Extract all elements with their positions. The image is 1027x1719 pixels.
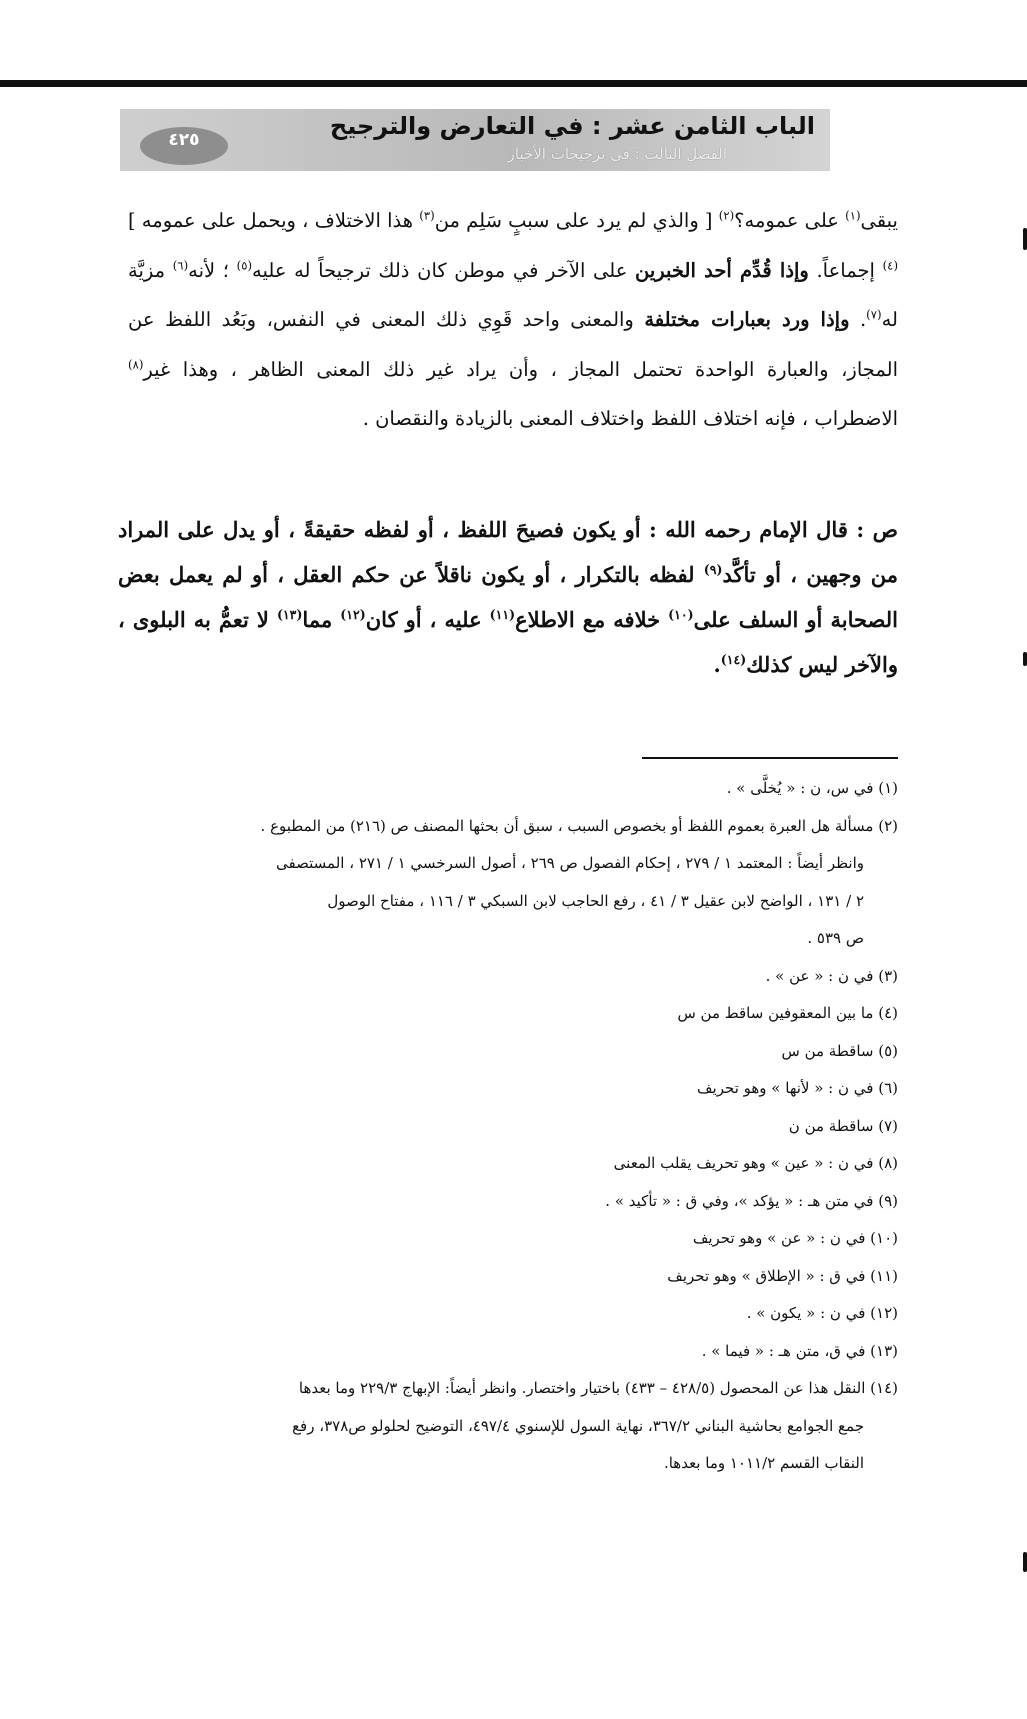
footnote-ref: (٨) xyxy=(128,357,144,371)
footnote-line: وانظر أيضاً : المعتمد ١ / ٢٧٩ ، إحكام الفصول ص ٢٦٩ ، أصول السرخسي ١ / ٢٧١ ، المستصفى xyxy=(276,854,864,872)
footnote-ref: (١٠) xyxy=(668,607,694,622)
bold-phrase: وإذا ورد بعبارات مختلفة xyxy=(644,308,850,331)
footnote-line: (٤) ما بين المعقوفين ساقط من س xyxy=(677,1004,898,1022)
footnote-ref: (١٢) xyxy=(340,607,366,622)
footnote-line: جمع الجوامع بحاشية البناني ٣٦٧/٢، نهاية السول للإسنوي ٤٩٧/٤، التوضيح لحلولو ص٣٧٨، رفع xyxy=(292,1416,864,1435)
text-run: . xyxy=(713,652,721,677)
text-run: عليه ، أو كان xyxy=(365,607,490,632)
footnote-line: (٧) ساقطة من ن xyxy=(788,1116,898,1135)
footnote-1 xyxy=(122,770,898,808)
footnote-ref: (١٤) xyxy=(720,652,747,667)
footnote-ref: (١) xyxy=(845,208,861,223)
footnote-9 xyxy=(122,1183,898,1221)
section-subtitle: الفصل الثالث : في ترجيحات الأخبار xyxy=(507,145,727,163)
footnotes xyxy=(122,770,898,1483)
text-run: الاضطراب ، فإنه اختلاف اللفظ واختلاف المعنى بالزيادة والنقصان . xyxy=(362,407,898,430)
footnote-ref: (٩) xyxy=(703,562,723,577)
footnote-5 xyxy=(122,1033,898,1071)
footnote-ref: (٢) xyxy=(718,208,735,223)
footnote-line: (١٤) النقل هذا عن المحصول (٤٢٨/٥ – ٤٣٣) باختيار واختصار. وانظر أيضاً: الإبهاج ٢٢٩/٣ وما بعدها xyxy=(298,1379,898,1397)
text-run: يبقى xyxy=(860,209,898,232)
footnote-ref: (٧) xyxy=(866,307,882,322)
footnote-line: (١١) في ق : « الإطلاق » وهو تحريف xyxy=(667,1266,898,1285)
footnote-7 xyxy=(122,1108,898,1146)
bold-phrase: وإذا قُدِّم أحد الخبرين xyxy=(635,258,809,282)
footnote-11 xyxy=(122,1258,898,1296)
scan-margin-mark xyxy=(1023,1552,1027,1572)
footnote-ref: (٥) xyxy=(236,258,253,272)
footnote-line: (٨) في ن : « عين » وهو تحريف يقلب المعنى xyxy=(613,1154,898,1172)
footnote-ref: (٦) xyxy=(172,258,189,272)
text-run: إجماعاً. xyxy=(808,258,883,282)
footnote-8 xyxy=(122,1145,898,1183)
footnote-line: (١٣) في ق، متن هـ : « فيما » . xyxy=(701,1341,898,1360)
footnote-separator xyxy=(642,757,898,759)
matn-quote-paragraph xyxy=(118,507,898,687)
footnote-6 xyxy=(122,1070,898,1108)
scan-margin-mark xyxy=(1023,228,1027,250)
footnote-12 xyxy=(122,1295,898,1333)
footnote-line: ص ٥٣٩ . xyxy=(807,929,864,947)
footnote-line: (٦) في ن : « لأنها » وهو تحريف xyxy=(697,1079,898,1097)
footnote-line: (١٢) في ن : « يكون » . xyxy=(746,1304,898,1322)
chapter-title: الباب الثامن عشر : في التعارض والترجيح xyxy=(329,112,815,140)
text-run: لا تعمُّ به البلوى ، والآخر ليس كذلك xyxy=(118,607,898,677)
footnote-13 xyxy=(122,1333,898,1371)
footnote-ref: (٤) xyxy=(882,258,898,272)
footnote-line: (١) في س، ن : « يُخلَّى » . xyxy=(726,779,898,797)
text-run: ؛ لأنه xyxy=(188,258,237,282)
text-run: مزيَّة له xyxy=(128,258,898,331)
footnote-line: ٢ / ١٣١ ، الواضح لابن عقيل ٣ / ٤١ ، رفع الحاجب لابن السبكي ٣ / ١١٦ ، مفتاح الوصول xyxy=(327,891,864,910)
top-rule xyxy=(0,80,1027,87)
text-run: والمعنى واحد قَوِي ذلك المعنى في النفس، وبَعُد اللفظ عن المجاز، والعبارة الواحدة تحتمل المجاز ، وأن يراد غير ذلك المعنى الظاهر ، وهذا غير xyxy=(128,308,898,381)
footnote-line: النقاب القسم ١٠١١/٢ وما بعدها. xyxy=(663,1454,864,1472)
footnote-line: (٢) مسألة هل العبرة بعموم اللفظ أو بخصوص السبب ، سبق أن بحثها المصنف ص (٢١٦) من المطبوع . xyxy=(260,816,898,835)
footnote-ref: (٣) xyxy=(419,208,435,223)
footnote-4 xyxy=(122,995,898,1033)
footnote-14 xyxy=(122,1370,898,1483)
scan-margin-mark xyxy=(1023,652,1027,666)
text-run: . xyxy=(849,308,867,331)
commentary-paragraph xyxy=(128,196,898,444)
footnote-2 xyxy=(122,808,898,958)
text-run: على عمومه؟ xyxy=(734,209,846,232)
footnote-line: (٩) في متن هـ : « يؤكد »، وفي ق : « تأكيد » . xyxy=(605,1191,898,1210)
footnote-line: (٥) ساقطة من س xyxy=(781,1041,898,1060)
footnote-3 xyxy=(122,958,898,996)
footnote-ref: (١١) xyxy=(489,607,516,622)
text-run: مما xyxy=(302,607,341,632)
text-run: على الآخر في موطن كان ذلك ترجيحاً له عليه xyxy=(252,258,636,282)
footnote-line: (٣) في ن : « عن » . xyxy=(765,966,898,985)
footnote-10 xyxy=(122,1220,898,1258)
footnote-ref: (١٣) xyxy=(276,607,303,622)
text-run: هذا الاختلاف ، ويحمل على عمومه ] xyxy=(128,209,420,232)
footnote-line: (١٠) في ن : « عن » وهو تحريف xyxy=(692,1229,898,1247)
page-number: ٤٢٥ xyxy=(168,130,200,150)
text-run: خلافه مع الاطلاع xyxy=(515,607,669,632)
text-run: لفظه بالتكرار ، أو يكون ناقلاً عن حكم العقل ، أو لم يعمل بعض الصحابة أو السلف على xyxy=(118,562,898,632)
text-run: ص : قال الإمام رحمه الله : أو يكون فصيحَ اللفظ ، أو لفظه حقيقةً ، أو يدل على المراد من وجهين ، أو تأكَّد xyxy=(118,517,898,587)
text-run: [ والذي لم يرد على سببٍ سَلِم من xyxy=(434,209,719,232)
